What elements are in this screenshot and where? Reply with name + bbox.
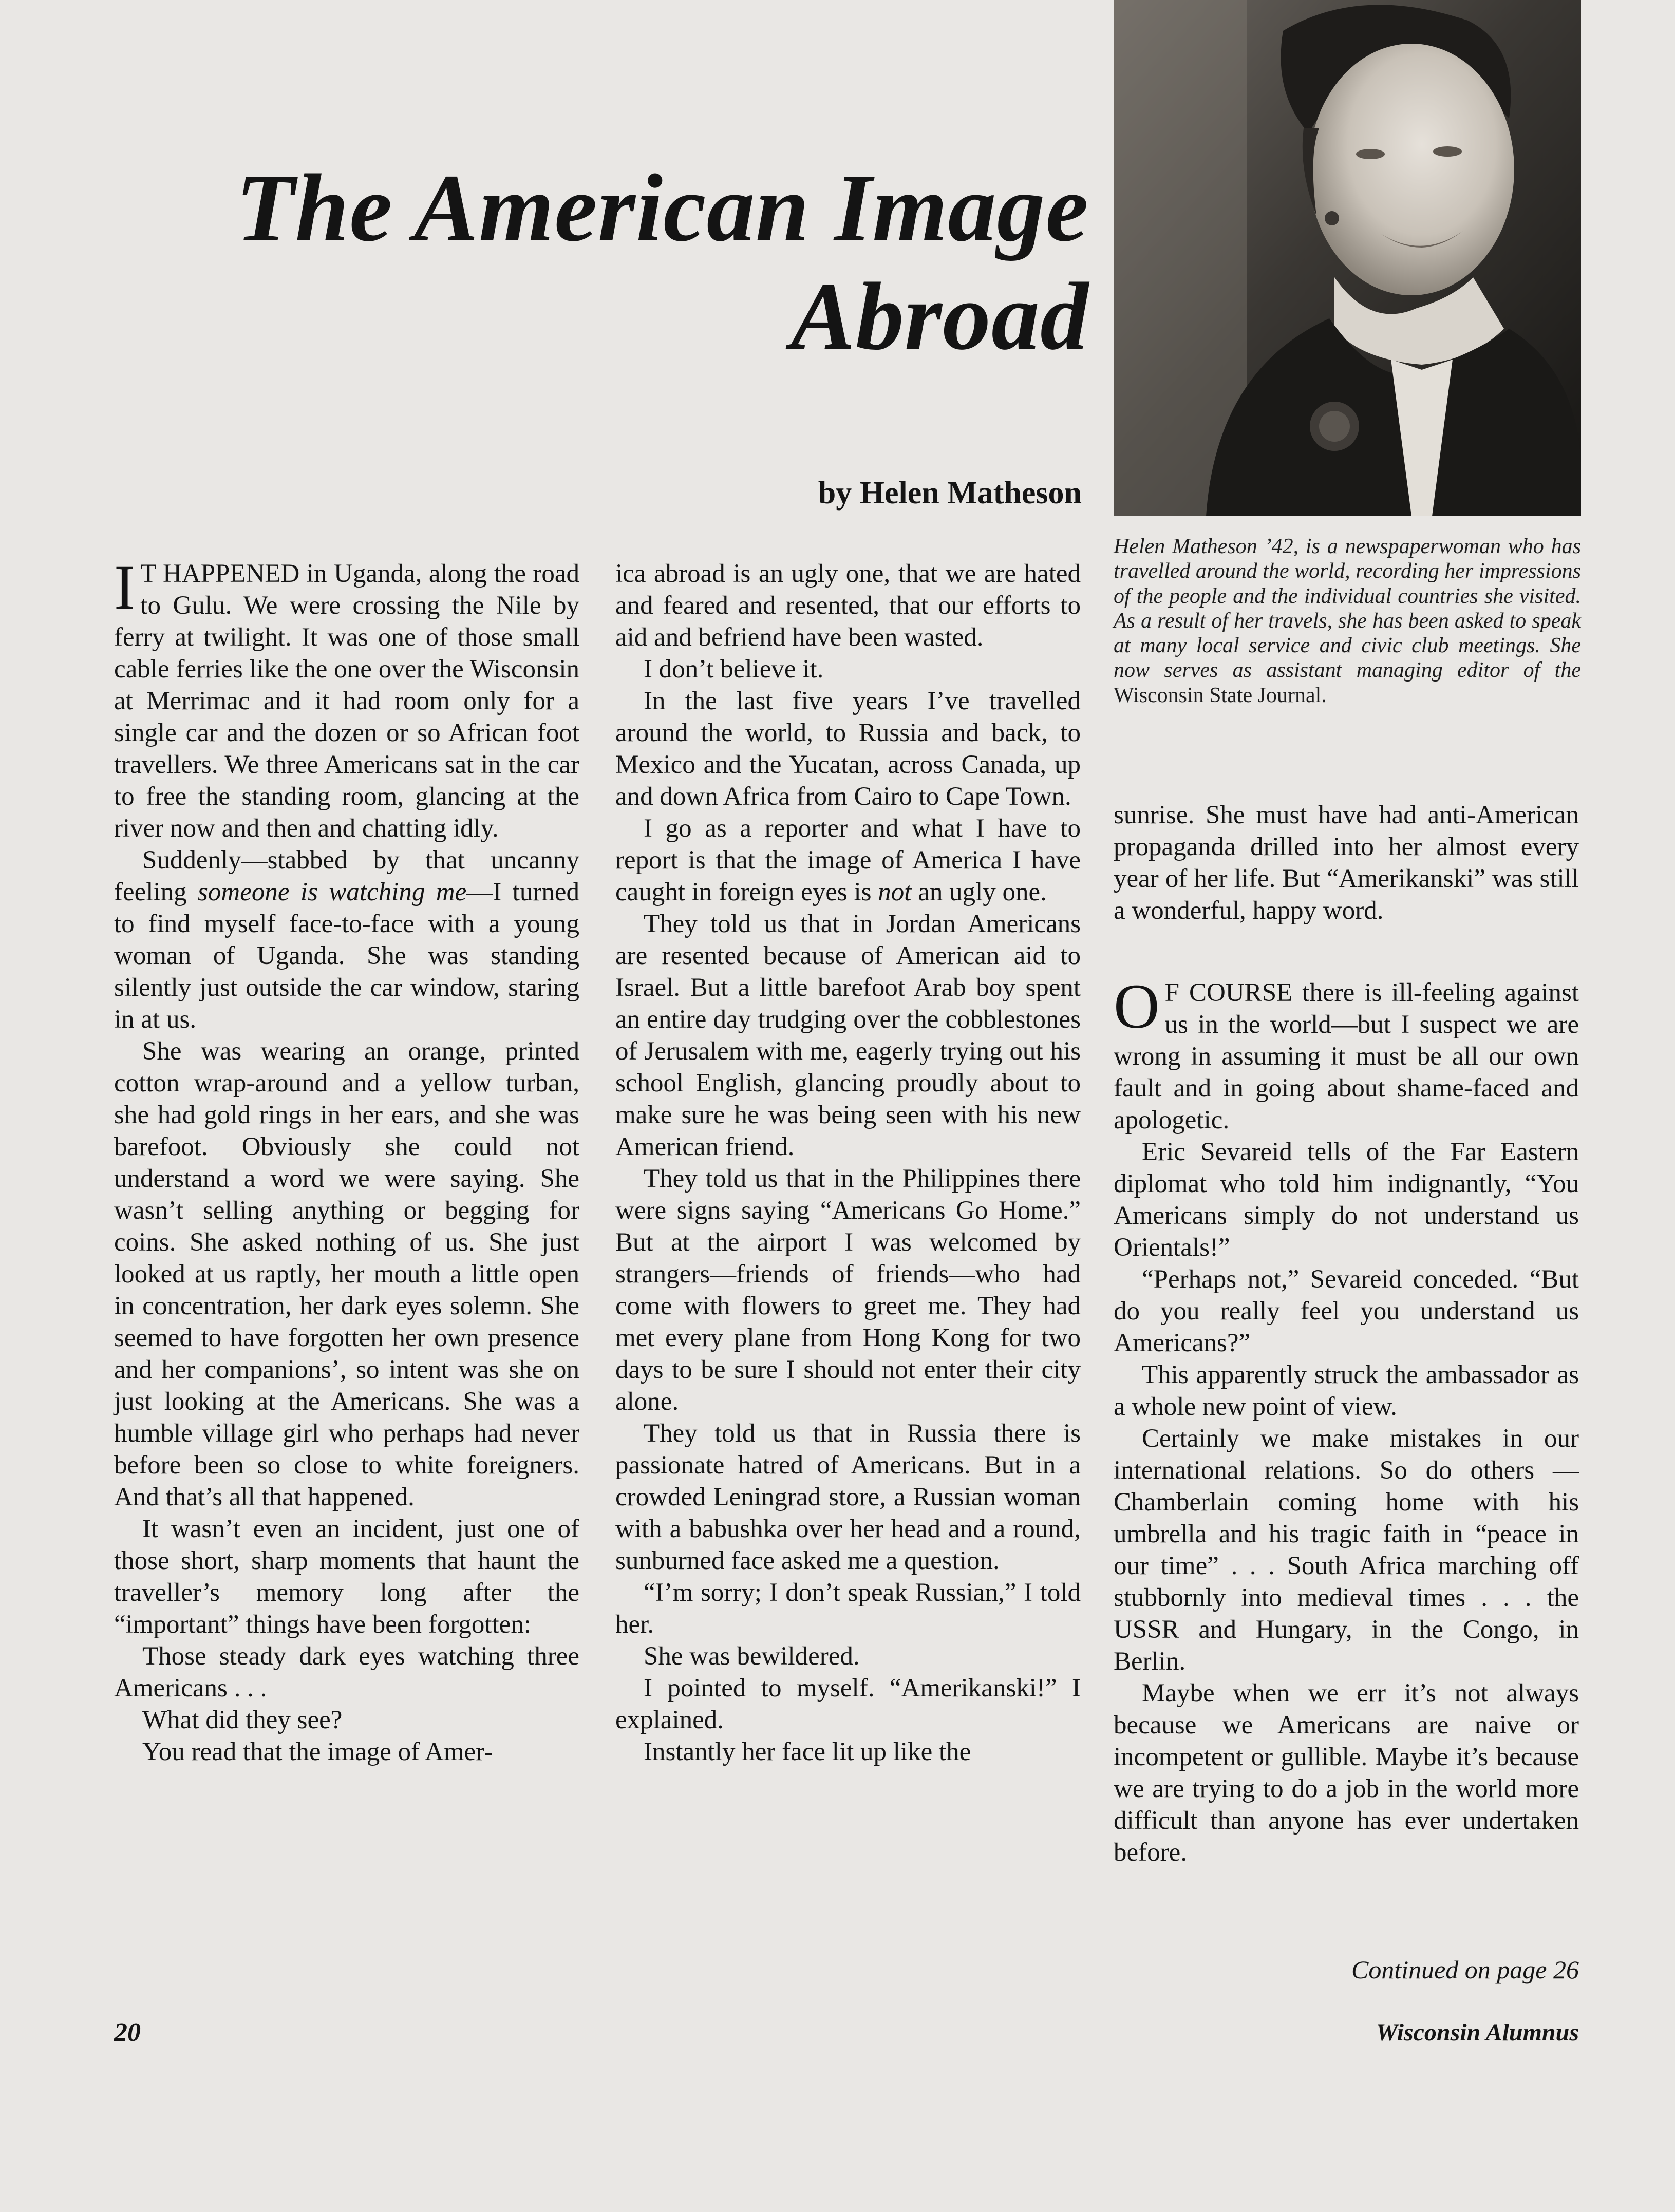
paragraph-text: F COURSE there is ill-feeling against us in the world—but I suspect we are wrong in assuming it must be all our own fault and in going about shame-faced and apologetic. xyxy=(1114,978,1579,1135)
paragraph: You read that the image of Amer- xyxy=(142,1737,493,1766)
paragraph: I pointed to myself. “Amerikanski!” I explained. xyxy=(615,1674,1081,1734)
emphasis-text: not xyxy=(878,878,912,906)
article-title xyxy=(123,154,1089,370)
author-portrait-image xyxy=(1114,0,1581,516)
paragraph: Eric Sevareid tells of the Far Eastern diplomat who told him indignantly, “You Americans simply do not understand us Orientals!” xyxy=(1114,1138,1579,1262)
paragraph-text: I go as a reporter and what I have to report is that the image of America I have caught in foreign eyes is xyxy=(615,814,1081,906)
paragraph: They told us that in Russia there is passionate hatred of Americans. But in a crowded Leningrad store, a Russian woman with a babushka over her head and a round, sunburned face asked me a question. xyxy=(615,1419,1081,1575)
article-column-1 xyxy=(114,552,579,1768)
paragraph: This apparently struck the ambassador as a whole new point of view. xyxy=(1114,1360,1579,1421)
emphasis-text: someone is watching me xyxy=(198,878,467,906)
byline: by Helen Matheson xyxy=(818,476,1082,511)
paragraph: She was wearing an orange, printed cotton wrap-around and a yellow turban, she had gold rings in her ears, and she was barefoot. Obviously she could not understand a word we were saying. She wasn’t selling anything or begging for coins. She asked nothing of us. She just looked at us raptly, her mouth a little open in concentration, her dark eyes solemn. She seemed to have forgotten her own presence and her companions’, so intent was she on just looking at the Americans. She was a humble village girl who perhaps had never before been so close to white foreigners. And that’s all that happened. xyxy=(114,1037,579,1511)
paragraph: “Perhaps not,” Sevareid conceded. “But do you really feel you understand us Americans?” xyxy=(1114,1265,1579,1357)
paragraph: She was bewildered. xyxy=(644,1642,860,1671)
paragraph-text: —I turned to find myself face-to-face with a young woman of Uganda. She was standing silently just outside the car window, staring in at us. xyxy=(114,878,579,1034)
page-number: 20 xyxy=(114,2018,141,2047)
caption-text: Helen Matheson ’42, is a newspaperwoman who has travelled around the world, recording her impressions of the people and the individual countries she visited. As a result of her travels, she has been asked to speak at many local service and civic club meetings. She now serves as assistant managing editor of the xyxy=(1114,535,1581,683)
magazine-name: Wisconsin Alumnus xyxy=(1376,2019,1579,2046)
paragraph xyxy=(114,552,579,844)
photo-caption xyxy=(1114,534,1581,708)
caption-publication: Wisconsin State Journal. xyxy=(1114,683,1327,707)
title-line-1: The American Image xyxy=(235,154,1089,261)
author-photo xyxy=(1114,0,1581,516)
paragraph-text: Suddenly—stabbed by that uncanny feeling xyxy=(114,846,579,906)
paragraph: They told us that in Jordan Americans are resented because of American aid to Israel. But a little barefoot Arab boy spent an entire day trudging over the cobblestones of Jerusalem with me, eagerly trying out his school English, glancing proudly about to make sure he was being seen with his new American friend. xyxy=(615,910,1081,1161)
paragraph: What did they see? xyxy=(142,1706,343,1734)
paragraph: In the last five years I’ve travelled around the world, to Russia and back, to Mexico and the Yucatan, across Canada, up and down Africa from Cairo to Cape Town. xyxy=(615,687,1081,811)
paragraph: Certainly we make mistakes in our international relations. So do others —Chamberlain coming home with his umbrella and his tragic faith in “peace in our time” . . . South Africa marching off stubbornly into medieval times . . . the USSR and Hungary, in the Congo, in Berlin. xyxy=(1114,1424,1579,1676)
paragraph xyxy=(615,812,1081,908)
drop-cap: O xyxy=(1114,971,1160,1042)
title-line-2: Abroad xyxy=(791,262,1089,370)
paragraph: sunrise. She must have had anti-American propaganda drilled into her almost every year of her life. But “Amerikanski” was still a wonderful, happy word. xyxy=(1114,801,1579,925)
paragraph: They told us that in the Philippines there were signs saying “Americans Go Home.” But at the airport I was welcomed by strangers—friends of friends—who had come with flowers to greet me. They had met every plane from Hong Kong for two days to be sure I should not enter their city alone. xyxy=(615,1164,1081,1416)
paragraph: It wasn’t even an incident, just one of those short, sharp moments that haunt the traveller’s memory long after the “important” things have been forgotten: xyxy=(114,1515,579,1639)
paragraph xyxy=(1114,971,1579,1136)
paragraph: I don’t believe it. xyxy=(644,655,824,684)
drop-cap: I xyxy=(114,552,136,622)
paragraph: Those steady dark eyes watching three Americans . . . xyxy=(114,1642,579,1703)
paragraph: “I’m sorry; I don’t speak Russian,” I told her. xyxy=(615,1578,1081,1639)
article-column-3 xyxy=(1114,799,1579,1868)
paragraph-text: T HAPPENED in Uganda, along the road to Gulu. We were crossing the Nile by ferry at twilight. It was one of those small cable ferries like the one over the Wisconsin at Merrimac and it had room only for a single car and the dozen or so African foot travellers. We three Americans sat in the car to free the standing room, glancing at the river now and then and chatting idly. xyxy=(114,559,579,843)
paragraph: Maybe when we err it’s not always because we Americans are naive or incompetent or gullible. Maybe it’s because we are trying to do a job in the world more difficult than anyone has ever undertaken before. xyxy=(1114,1679,1579,1867)
paragraph-text: an ugly one. xyxy=(911,878,1047,906)
article-column-2 xyxy=(615,558,1081,1768)
continued-note: Continued on page 26 xyxy=(1351,1955,1579,1984)
paragraph xyxy=(114,844,579,1035)
paragraph: Instantly her face lit up like the xyxy=(644,1737,971,1766)
paragraph: ica abroad is an ugly one, that we are hated and feared and resented, that our efforts to aid and befriend have been wasted. xyxy=(615,559,1081,652)
